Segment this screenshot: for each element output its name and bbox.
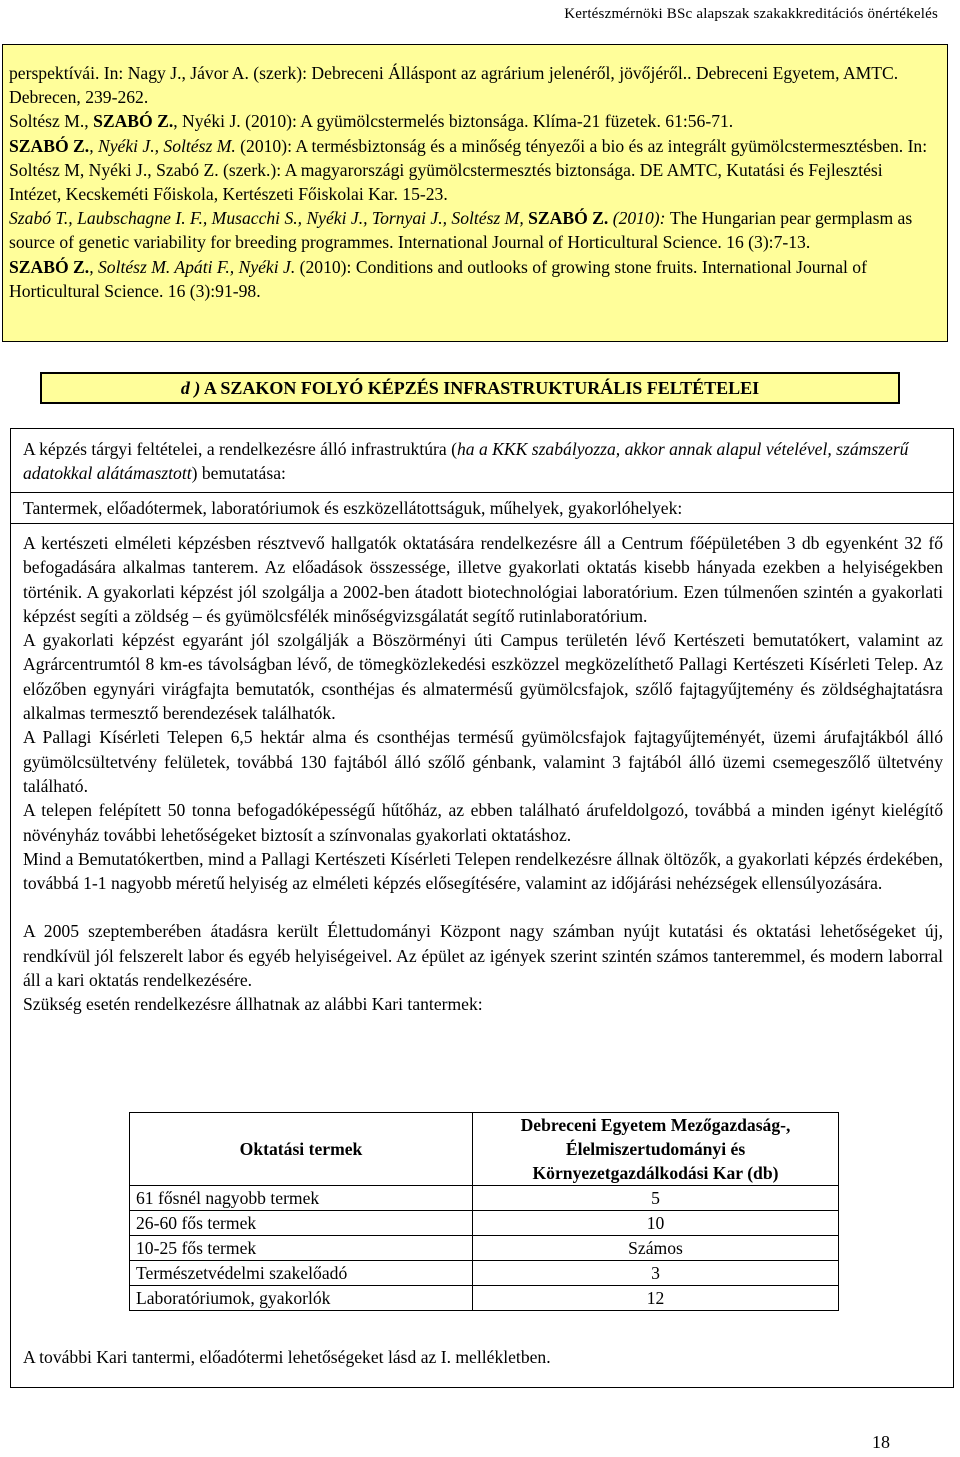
subheading: Tantermek, előadótermek, laboratóriumok és eszközellátottságuk, műhelyek, gyakorlóhelyek: — [11, 493, 953, 524]
reference-text: , Nyéki J., Soltész M. — [89, 135, 241, 156]
paragraph: A telepen felépített 50 tonna befogadóképességű hűtőház, az ebben található árufeldolgozó, továbbá a minden igényt kielégítő növényház további lehetőségeket biztosít a színvonalas gyakorlati oktatáshoz. — [23, 800, 943, 845]
reference-entry — [9, 206, 935, 254]
reference-text: (2010): — [608, 208, 670, 229]
paragraph: A gyakorlati képzést egyaránt jól szolgálják a Böszörményi úti Campus területén lévő Kertészeti bemutatókert, valamint az Agrárcentrumtól 8 km-es távolságban lévő, de tömegközlekedési eszközzel megközelíthető Pallagi Kertészeti Kísérleti Telep. Az előzőben egynyári virágfajta bemutatók, csonthéjas és almatermésű gyümölcsfajok, szőlő fajtagyűjtemény és zöldséghajtatásra alkalmas termesztő berendezések találhatók. — [23, 630, 943, 724]
references-box — [2, 44, 948, 342]
table-cell-count: Számos — [473, 1236, 839, 1261]
table-cell-room: 10-25 fős termek — [130, 1236, 473, 1261]
reference-text: , Nyéki J. (2010): A gyümölcstermelés biztonsága. Klíma-21 füzetek. 61:56-71. — [173, 111, 734, 132]
table-cell-room: 26-60 fős termek — [130, 1211, 473, 1236]
table-cell-count: 10 — [473, 1211, 839, 1236]
requirement-part2: ha a KKK szabályozza, akkor annak alapul vételével, számszerű adatokkal alátámasztott — [23, 439, 909, 483]
section-heading-prefix: d ) — [180, 378, 201, 398]
reference-text: perspektívái. In: Nagy J., Jávor A. (szerk): Debreceni Álláspont az agrárium jelenéről, jövőjéről.. Debreceni Egyetem, AMTC. Debrecen, 239-262. — [9, 63, 899, 108]
reference-entry — [9, 61, 935, 109]
paragraph: A 2005 szeptemberében átadásra került Élettudományi Központ nagy számban nyújt kutatási és oktatási lehetőségeket új, rendkívül jól felszerelt labor és egyéb helyiségeivel. Az épület az igények szerint szintén számos tanteremmel, és modern laborral áll a kari oktatás rendelkezésére. — [23, 921, 943, 991]
paragraph: Szükség esetén rendelkezésre állhatnak az alábbi Kari tantermek: — [23, 994, 483, 1015]
reference-text: (2010): A termésbiztonság és a minőség tényezői a bio és az integrált gyümölcstermesztésben. In: Soltész M, Nyéki J., Szabó Z. (szerk.): A magyarországi gyümölcstermesztés biztonsága. DE AMTC, Kutatási és Fejlesztési Intézet, Kecskeméti Főiskola, Kertészeti Főiskolai Kar. 15-23. — [9, 135, 928, 205]
rooms-table — [129, 1112, 839, 1311]
reference-text: SZABÓ Z. — [528, 208, 609, 229]
table-header-faculty: Debreceni Egyetem Mezőgazdaság-, Élelmiszertudományi és Környezetgazdálkodási Kar (db) — [473, 1113, 839, 1186]
infrastructure-body — [11, 524, 953, 1017]
table-cell-room: 61 fősnél nagyobb termek — [130, 1186, 473, 1211]
requirement-part1: A képzés tárgyi feltételei, a rendelkezésre álló infrastruktúra ( — [23, 439, 457, 459]
reference-text: SZABÓ Z. — [93, 111, 174, 132]
table-row — [130, 1286, 839, 1311]
page-number: 18 — [872, 1432, 890, 1452]
table-cell-count: 3 — [473, 1261, 839, 1286]
reference-text: (2010): Conditions and outlooks of growing stone fruits. International Journal of Horticultural Science. 16 (3):91-98. — [9, 256, 867, 301]
table-cell-room: Természetvédelmi szakelőadó — [130, 1261, 473, 1286]
closing-note: A további Kari tantermi, előadótermi lehetőségeket lásd az I. mellékletben. — [23, 1347, 551, 1367]
table-cell-room: Laboratóriumok, gyakorlók — [130, 1286, 473, 1311]
requirement-text — [11, 429, 953, 493]
table-header-rooms: Oktatási termek — [130, 1113, 473, 1186]
table-header-row — [130, 1113, 839, 1186]
section-heading-text: A SZAKON FOLYÓ KÉPZÉS INFRASTRUKTURÁLIS FELTÉTELEI — [200, 378, 760, 398]
reference-entry — [9, 109, 935, 133]
document-header: Kertészmérnöki BSc alapszak szakakkreditációs önértékelés — [564, 6, 938, 22]
table-row — [130, 1236, 839, 1261]
requirement-part3: ) bemutatása: — [191, 463, 286, 483]
table-row — [130, 1211, 839, 1236]
reference-entry — [9, 255, 935, 303]
reference-text: SZABÓ Z. — [9, 256, 90, 277]
reference-text: Szabó T., Laubschagne I. F., Musacchi S., Nyéki J., Tornyai J., Soltész M, — [9, 208, 529, 229]
paragraph: A kertészeti elméleti képzésben résztvevő hallgatók oktatására rendelkezésre áll a Centrum főépületében 3 db egyenként 32 fő befogadására alkalmas tanterem. Az előadások összessége, illetve gyakorlati oktatás kisebb hányada ezekben a helyiségekben történik. A gyakorlati képzést jól szolgálja a 2002-ben átadott biotechnológiai laboratórium. Ezen túlmenően szintén a gyakorlati képzést segíti a zöldség – és gyümölcsfélék minőségvizsgálatát segítő rutinlaboratórium. — [23, 533, 943, 626]
reference-text: The Hungarian pear germplasm as source of genetic variability for breeding programmes. International Journal of Horticultural Science. 16 (3):7-13. — [9, 208, 913, 253]
reference-text: SZABÓ Z. — [9, 135, 90, 156]
table-cell-count: 12 — [473, 1286, 839, 1311]
infrastructure-section — [10, 428, 954, 1388]
table-row — [130, 1261, 839, 1286]
paragraph-gap — [23, 895, 943, 919]
section-heading — [40, 372, 900, 404]
reference-entry — [9, 134, 935, 207]
table-cell-count: 5 — [473, 1186, 839, 1211]
paragraph: A Pallagi Kísérleti Telepen 6,5 hektár alma és csonthéjas termésű gyümölcsfajok fajtagyűjteményét, üzemi árufajtákból álló gyümölcsültetvény felületek, továbbá 130 fajtából álló szőlő génbank, valamint 3 fajtából álló üzemi csemegeszőlő ültetvény található. — [23, 727, 943, 796]
paragraph: Mind a Bemutatókertben, mind a Pallagi Kertészeti Kísérleti Telepen rendelkezésre állnak öltözők, a gyakorlati képzés érdekében, továbbá 1-1 nagyobb méretű helyiség az elméleti képzés elősegítésére, valamint az időjárási nehézségek ellensúlyozására. — [23, 848, 943, 894]
table-row — [130, 1186, 839, 1211]
reference-text: Soltész M., — [9, 111, 94, 132]
reference-text: , Soltész M. Apáti F., Nyéki J. — [89, 256, 300, 277]
